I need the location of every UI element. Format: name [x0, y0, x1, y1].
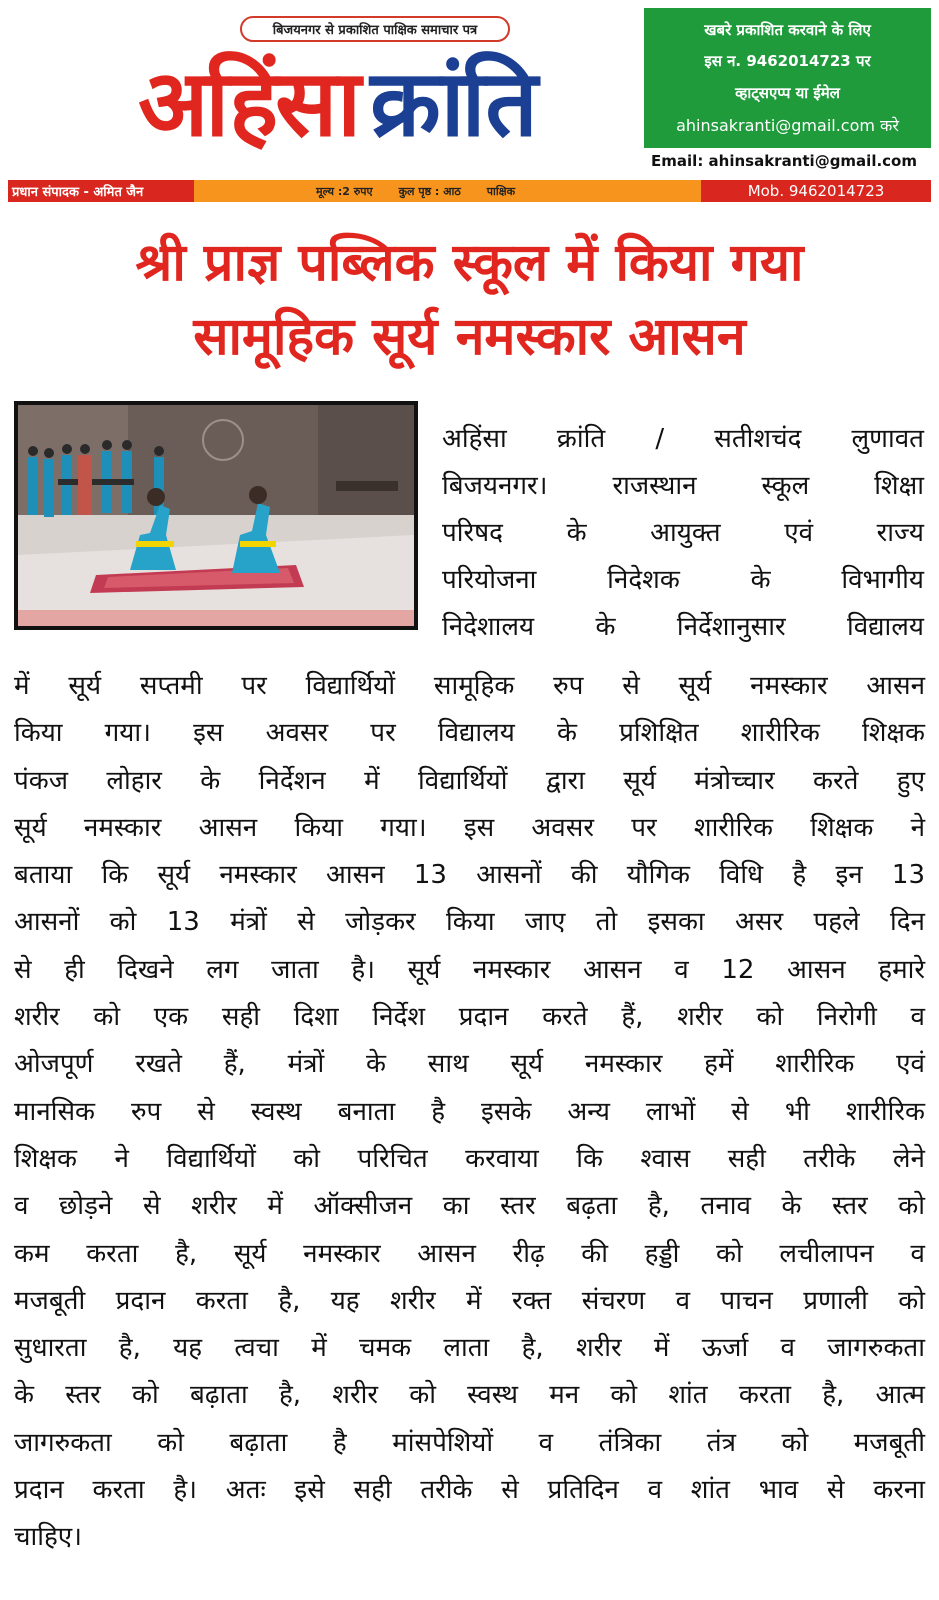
article-body	[14, 663, 925, 1562]
chief-editor: प्रधान संपादक - अमित जैन	[8, 180, 194, 202]
body-line: कम करता है, सूर्य नमस्कार आसन रीढ़ की हड्डी को लचीलापन व	[14, 1238, 925, 1269]
contact-line-1: खबरे प्रकाशित करवाने के लिए	[704, 20, 871, 39]
body-line: बताया कि सूर्य नमस्कार आसन 13 आसनों की यौगिक विधि है इन 13	[14, 860, 925, 891]
contact-line-3: व्हाट्सएप्प या ईमेल	[735, 83, 840, 102]
contact-line-4: ahinsakranti@gmail.com करे	[676, 116, 899, 136]
contact-line-2: इस न. 9462014723 पर	[704, 52, 871, 71]
headline-line-2: सामूहिक सूर्य नमस्कार आसन	[193, 307, 746, 367]
newspaper-title	[24, 46, 649, 162]
masthead	[8, 8, 931, 180]
body-line: में सूर्य सप्तमी पर विद्यार्थियों सामूहिक रुप से सूर्य नमस्कार आसन	[14, 671, 925, 701]
body-line: प्रदान करता है। अतः इसे सही तरीके से प्रतिदिन व शांत भाव से करना	[14, 1475, 925, 1506]
newspaper-title-part1: अहिंसा	[138, 50, 359, 157]
body-line: आसनों को 13 मंत्रों से जोड़कर किया जाए तो इसका असर पहले दिन	[14, 907, 925, 938]
body-line: शिक्षक ने विद्यार्थियों को परिचित करवाया कि श्वास सही तरीके लेने	[14, 1143, 925, 1174]
body-line: मानसिक रुप से स्वस्थ बनाता है इसके अन्य लाभों से भी शारीरिक	[14, 1096, 925, 1127]
body-line: मजबूती प्रदान करता है, यह शरीर में रक्त संचरण व पाचन प्रणाली को	[14, 1285, 925, 1316]
body-line: ओजपूर्ण रखते हैं, मंत्रों के साथ सूर्य नमस्कार हमें शारीरिक एवं	[14, 1049, 925, 1080]
byline-line: परियोजना निदेशक के विभागीय	[442, 565, 924, 595]
body-line: व छोड़ने से शरीर में ऑक्सीजन का स्तर बढ़ता है, तनाव के स्तर को	[14, 1191, 925, 1222]
masthead-email: Email: ahinsakranti@gmail.com	[651, 152, 917, 170]
body-line: सुधारता है, यह त्वचा में चमक लाता है, शरीर में ऊर्जा व जागरुकता	[14, 1333, 925, 1364]
body-line: चाहिए।	[14, 1522, 83, 1553]
issue-info	[194, 180, 701, 202]
contact-box	[644, 8, 931, 148]
body-line: से ही दिखने लग जाता है। सूर्य नमस्कार आसन व 12 आसन हमारे	[14, 954, 925, 985]
masthead-tagline: बिजयनगर से प्रकाशित पाक्षिक समाचार पत्र	[240, 16, 510, 42]
article-byline-column	[442, 416, 924, 651]
info-strip	[8, 180, 931, 202]
byline-line: बिजयनगर। राजस्थान स्कूल शिक्षा	[442, 471, 924, 501]
issue-frequency: पाक्षिक	[486, 184, 516, 198]
issue-price: मूल्य :2 रुपए	[316, 184, 373, 198]
article-photo	[14, 401, 418, 630]
byline-line: अहिंसा क्रांति / सतीशचंद लुणावत	[442, 424, 924, 454]
article-headline	[14, 226, 925, 374]
body-line: किया गया। इस अवसर पर विद्यालय के प्रशिक्षित शारीरिक शिक्षक	[14, 718, 925, 749]
byline-line: निदेशालय के निर्देशानुसार विद्यालय	[442, 612, 924, 642]
body-line: जागरुकता को बढ़ाता है मांसपेशियों व तंत्रिका तंत्र को मजबूती	[14, 1427, 925, 1458]
students-yoga-photo-icon	[18, 405, 414, 626]
body-line: के स्तर को बढ़ाता है, शरीर को स्वस्थ मन को शांत करता है, आत्म	[14, 1380, 925, 1411]
mobile-number: Mob. 9462014723	[701, 180, 931, 202]
body-line: पंकज लोहार के निर्देशन में विद्यार्थियों द्वारा सूर्य मंत्रोच्चार करते हुए	[14, 765, 925, 796]
newspaper-title-part2: क्रांति	[370, 50, 535, 157]
byline-line: परिषद के आयुक्त एवं राज्य	[442, 518, 924, 548]
body-line: सूर्य नमस्कार आसन किया गया। इस अवसर पर शारीरिक शिक्षक ने	[14, 812, 925, 843]
headline-line-1: श्री प्राज्ञ पब्लिक स्कूल में किया गया	[135, 233, 804, 293]
body-line: शरीर को एक सही दिशा निर्देश प्रदान करते हैं, शरीर को निरोगी व	[14, 1002, 925, 1033]
issue-pages: कुल पृष्ठ : आठ	[398, 184, 461, 198]
